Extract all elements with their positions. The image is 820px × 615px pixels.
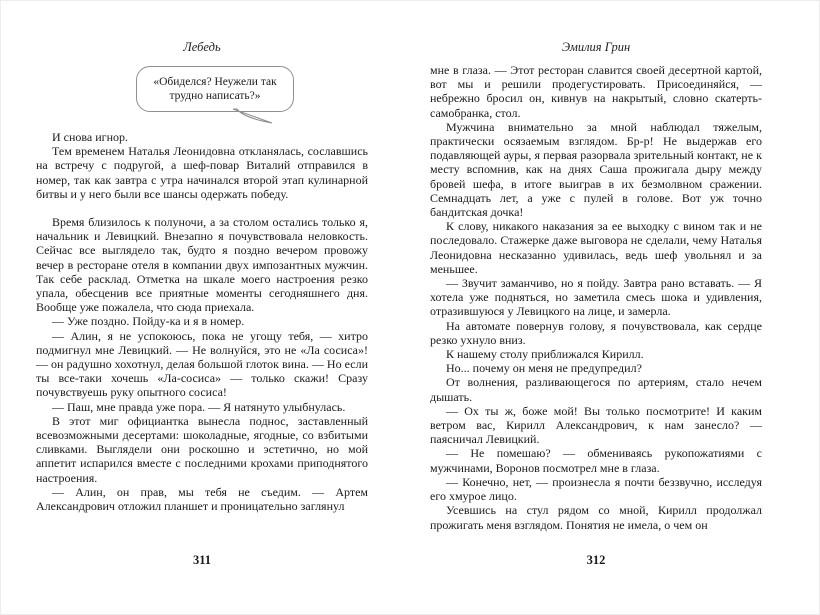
- paragraph: — Конечно, нет, — произнесла я почти беззвучно, исследуя его хмурое лицо.: [430, 474, 762, 504]
- right-page: [430, 40, 762, 532]
- paragraph: К слову, никакого наказания за ее выходку с вином так и не последовало. Стажерке даже выговора не сделали, чему Наталья Леонидовна несказанно удивилась, ведь шеф увольнял и за меньшее.: [430, 219, 762, 276]
- paragraph: К нашему столу приближался Кирилл.: [446, 347, 644, 362]
- right-running-header: Эмилия Грин: [561, 40, 631, 54]
- left-running-header: Лебедь: [183, 40, 221, 54]
- paragraph: От волнения, разливающегося по артериям, стало нечем дышать.: [430, 375, 762, 404]
- paragraph: — Алин, он прав, мы тебя не съедим. — Артем Александрович отложил планшет и проницательно заглянул: [36, 484, 368, 514]
- left-page-number: 311: [192, 553, 212, 567]
- paragraph: мне в глаза. — Этот ресторан славится своей десертной картой, вот мы и решили продегустировать. Присоединяйся, — небрежно бросил он, кивнув на накрытый, словно скатерть-самобранка, стол.: [430, 63, 762, 120]
- paragraph: Время близилось к полуночи, а за столом остались только я, начальник и Левицкий. Внезапно я почувствовала неловкость. Сейчас все выглядело так, будто я поздно вечером провожу вечер в ресторане отеля в компании двух импозантных мужчин. Так себе расклад. Отметка на шкале моего настроения резко упала, обесценив все приятные моменты сегодняшнего дня. Вообще уже пожалела, что сюда приехала.: [36, 215, 368, 315]
- paragraph: Мужчина внимательно за мной наблюдал тяжелым, практически осязаемым взглядом. Бр-р! Не выдержав его подавляющей ауры, я первая разорвала зрительный контакт, не к месту вспомнив, как на днях Саша прожигала дыру между бровей шефа, в итоге выиграв в их безмолвном сражении. Семнадцать лет, а уже с пулей в голове. Вот уж точно бандитская дочка!: [430, 119, 762, 220]
- left-page-text: [36, 130, 368, 513]
- right-page-number: 312: [586, 553, 606, 567]
- left-page: [36, 40, 368, 513]
- paragraph: И снова игнор.: [52, 130, 129, 144]
- paragraph: Но... почему он меня не предупредил?: [446, 361, 642, 376]
- speech-bubble-tail-icon: [231, 108, 275, 126]
- speech-bubble-text: «Обиделся? Неужели так трудно написать?»: [153, 76, 277, 102]
- paragraph: — Паш, мне правда уже пора. — Я натянуто улыбнулась.: [52, 399, 346, 414]
- paragraph: — Уже поздно. Пойду-ка и я в номер.: [52, 314, 245, 329]
- paragraph: Тем временем Наталья Леонидовна откланялась, сославшись на встречу с подругой, а шеф-повар Виталий отправился в номер, так как завтра с утра начинался второй этап кулинарной битвы и у него были все шансы одержать победу.: [36, 144, 368, 201]
- paragraph: На автомате повернув голову, я почувствовала, как сердце резко ухнуло вниз.: [430, 318, 762, 347]
- right-page-text: [430, 63, 762, 532]
- paragraph: — Ох ты ж, боже мой! Вы только посмотрите! И каким ветром вас, Кирилл Александрович, к нам занесло? — паясничал Левицкий.: [430, 403, 762, 447]
- paragraph: Усевшись на стул рядом со мной, Кирилл продолжал прожигать меня взглядом. Понятия не имела, о чем он: [430, 503, 762, 532]
- speech-bubble: [136, 66, 294, 112]
- paragraph: — Не помешаю? — обмениваясь рукопожатиями с мужчинами, Воронов посмотрел мне в глаза.: [430, 446, 762, 475]
- paragraph: — Звучит заманчиво, но я пойду. Завтра рано вставать. — Я хотела уже подняться, но заметила смесь шока и удивления, отразившуюся у Левицкого на лице, и замерла.: [430, 276, 762, 319]
- paragraph: В этот миг официантка вынесла поднос, заставленный всевозможными десертами: шоколадные, ягодные, со взбитыми сливками. Выглядели они роскошно и эстетично, но мой аппетит испарился вместе с последними крохами приподнятого настроения.: [36, 413, 368, 485]
- paragraph: — Алин, я не успокоюсь, пока не угощу тебя, — хитро подмигнул мне Левицкий. — Не волнуйся, это не «Ла сосиса»! — он радушно хохотнул, делая большой глоток вина. — Но если ты все-таки хочешь «Ла-сосиса» — только скажи! Сразу почувствуешь руку опытного сосиса!: [36, 328, 368, 400]
